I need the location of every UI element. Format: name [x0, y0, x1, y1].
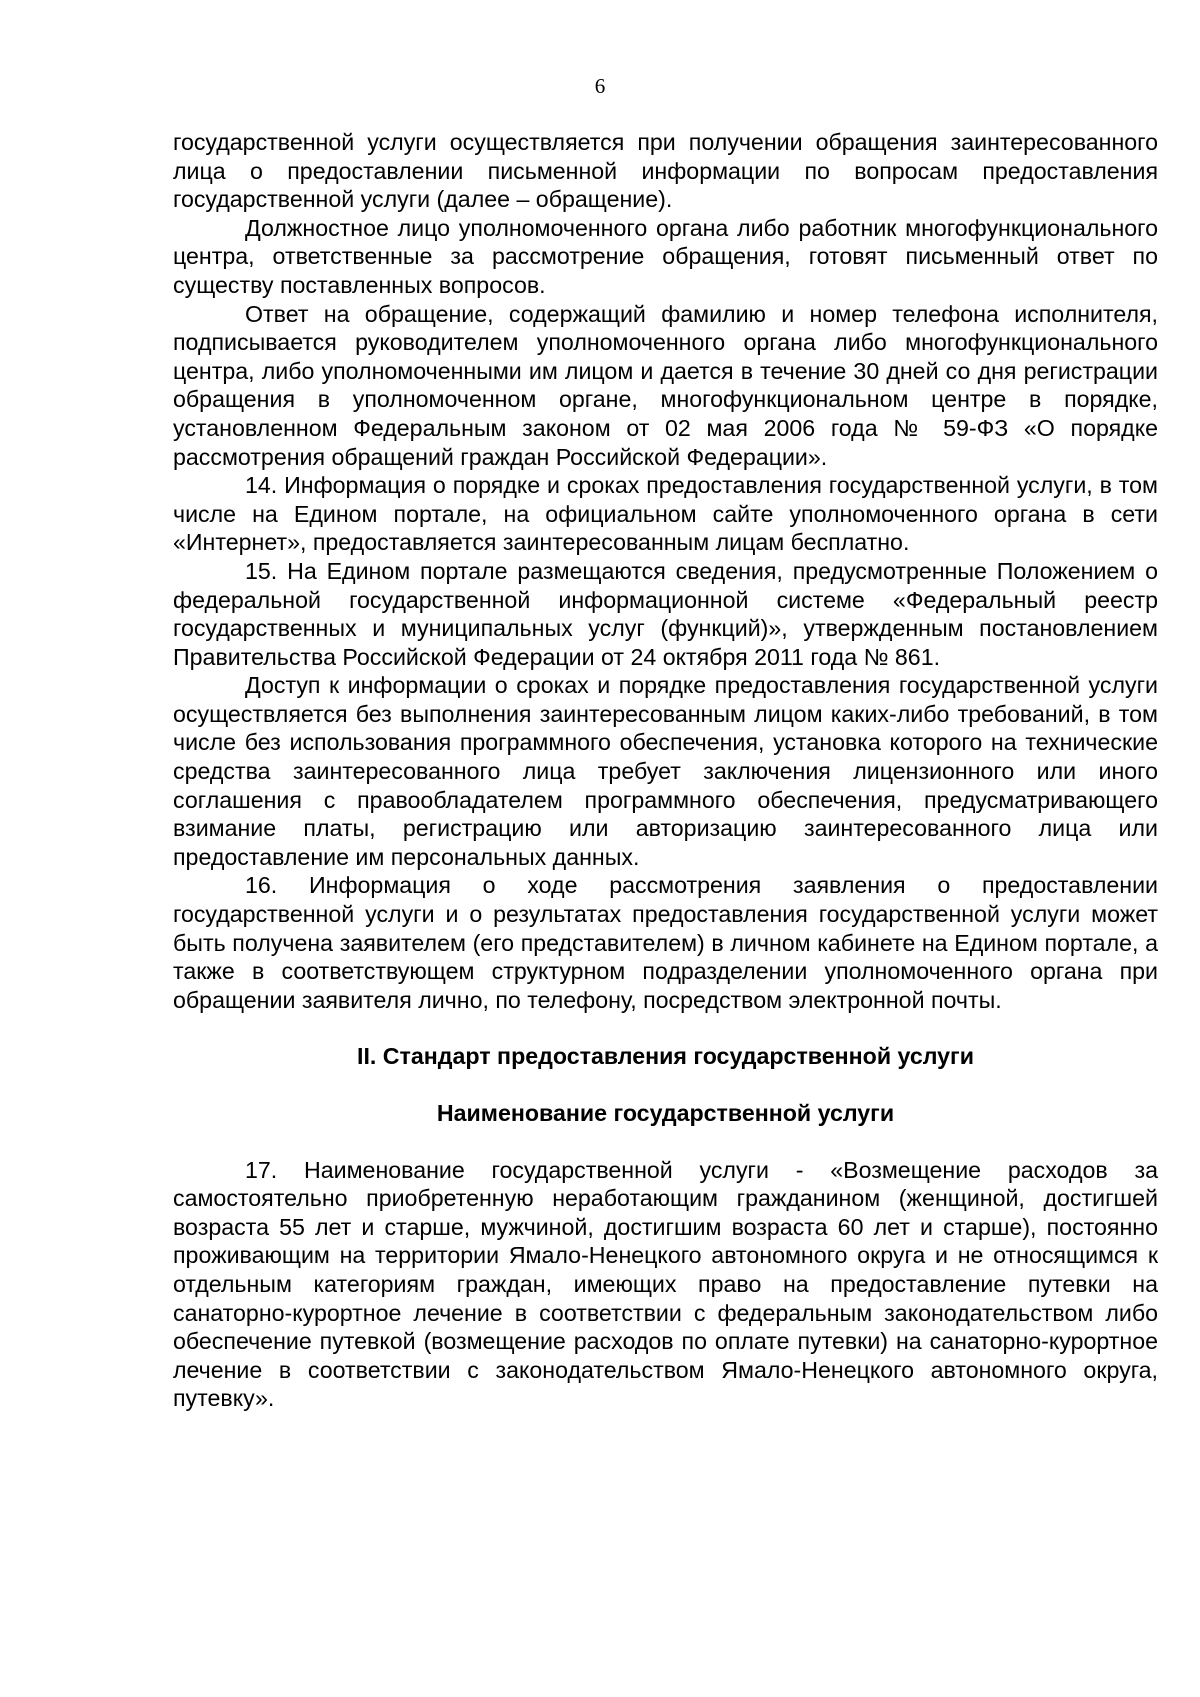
page-number: 6	[594, 74, 606, 98]
paragraph-continuation: государственной услуги осуществляется при получении обращения заинтересованного лица о предоставлении письменной информации по вопросам предоставления государственной услуги (далее – обращение).	[173, 129, 1158, 213]
paragraph-access-info: Доступ к информации о сроках и порядке предоставления государственной услуги осуществляется без выполнения заинтересованным лицом каких-либо требований, в том числе без использования программного обеспечения, установка которого на технические средства заинтересованного лица требует заключения лицензионного или иного соглашения с правообладателем программного обеспечения, предусматривающего взимание платы, регистрацию или авторизацию заинтересованного лица или предоставление им персональных данных.	[173, 672, 1158, 870]
paragraph-14: 14. Информация о порядке и сроках предоставления государственной услуги, в том числе на Едином портале, на официальном сайте уполномоченного органа в сети «Интернет», предоставляется заинтересованным лицам бесплатно.	[173, 472, 1158, 556]
paragraph-official-reply: Должностное лицо уполномоченного органа либо работник многофункционального центра, ответственные за рассмотрение обращения, готовят письменный ответ по существу поставленных вопросов.	[173, 214, 1158, 298]
section-heading: II. Стандарт предоставления государственной услуги	[357, 1043, 974, 1070]
paragraph-reply-content: Ответ на обращение, содержащий фамилию и номер телефона исполнителя, подписывается руководителем уполномоченного органа либо многофункционального центра, либо уполномоченными им лицом и дается в течение 30 дней со дня регистрации обращения в уполномоченном органе, многофункциональном центре в порядке, установленном Федеральным законом от 02 мая 2006 года № 59-ФЗ «О порядке рассмотрения обращений граждан Российской Федерации».	[173, 300, 1158, 470]
paragraph-17: 17. Наименование государственной услуги - «Возмещение расходов за самостоятельно приобретенную неработающим гражданином (женщиной, достигшей возраста 55 лет и старше, мужчиной, достигшим возраста 60 лет и старше), постоянно проживающим на территории Ямало-Ненецкого автономного округа и не относящимся к отдельным категориям граждан, имеющих право на предоставление путевки на санаторно-курортное лечение в соответствии с федеральным законодательством либо обеспечение путевкой (возмещение расходов по оплате путевки) на санаторно-курортное лечение в соответствии с законодательством Ямало-Ненецкого автономного округа, путевку».	[173, 1156, 1158, 1412]
paragraph-15: 15. На Едином портале размещаются сведения, предусмотренные Положением о федеральной государственной информационной системе «Федеральный реестр государственных и муниципальных услуг (функций)», утвержденным постановлением Правительства Российской Федерации от 24 октября 2011 года № 861.	[173, 557, 1158, 670]
subsection-heading: Наименование государственной услуги	[436, 1100, 895, 1126]
document-body	[173, 128, 1158, 1413]
paragraph-16: 16. Информация о ходе рассмотрения заявления о предоставлении государственной услуги и о результатах предоставления государственной услуги может быть получена заявителем (его представителем) в личном кабинете на Едином портале, а также в соответствующем структурном подразделении уполномоченного органа при обращении заявителя лично, по телефону, посредством электронной почты.	[173, 872, 1158, 1013]
